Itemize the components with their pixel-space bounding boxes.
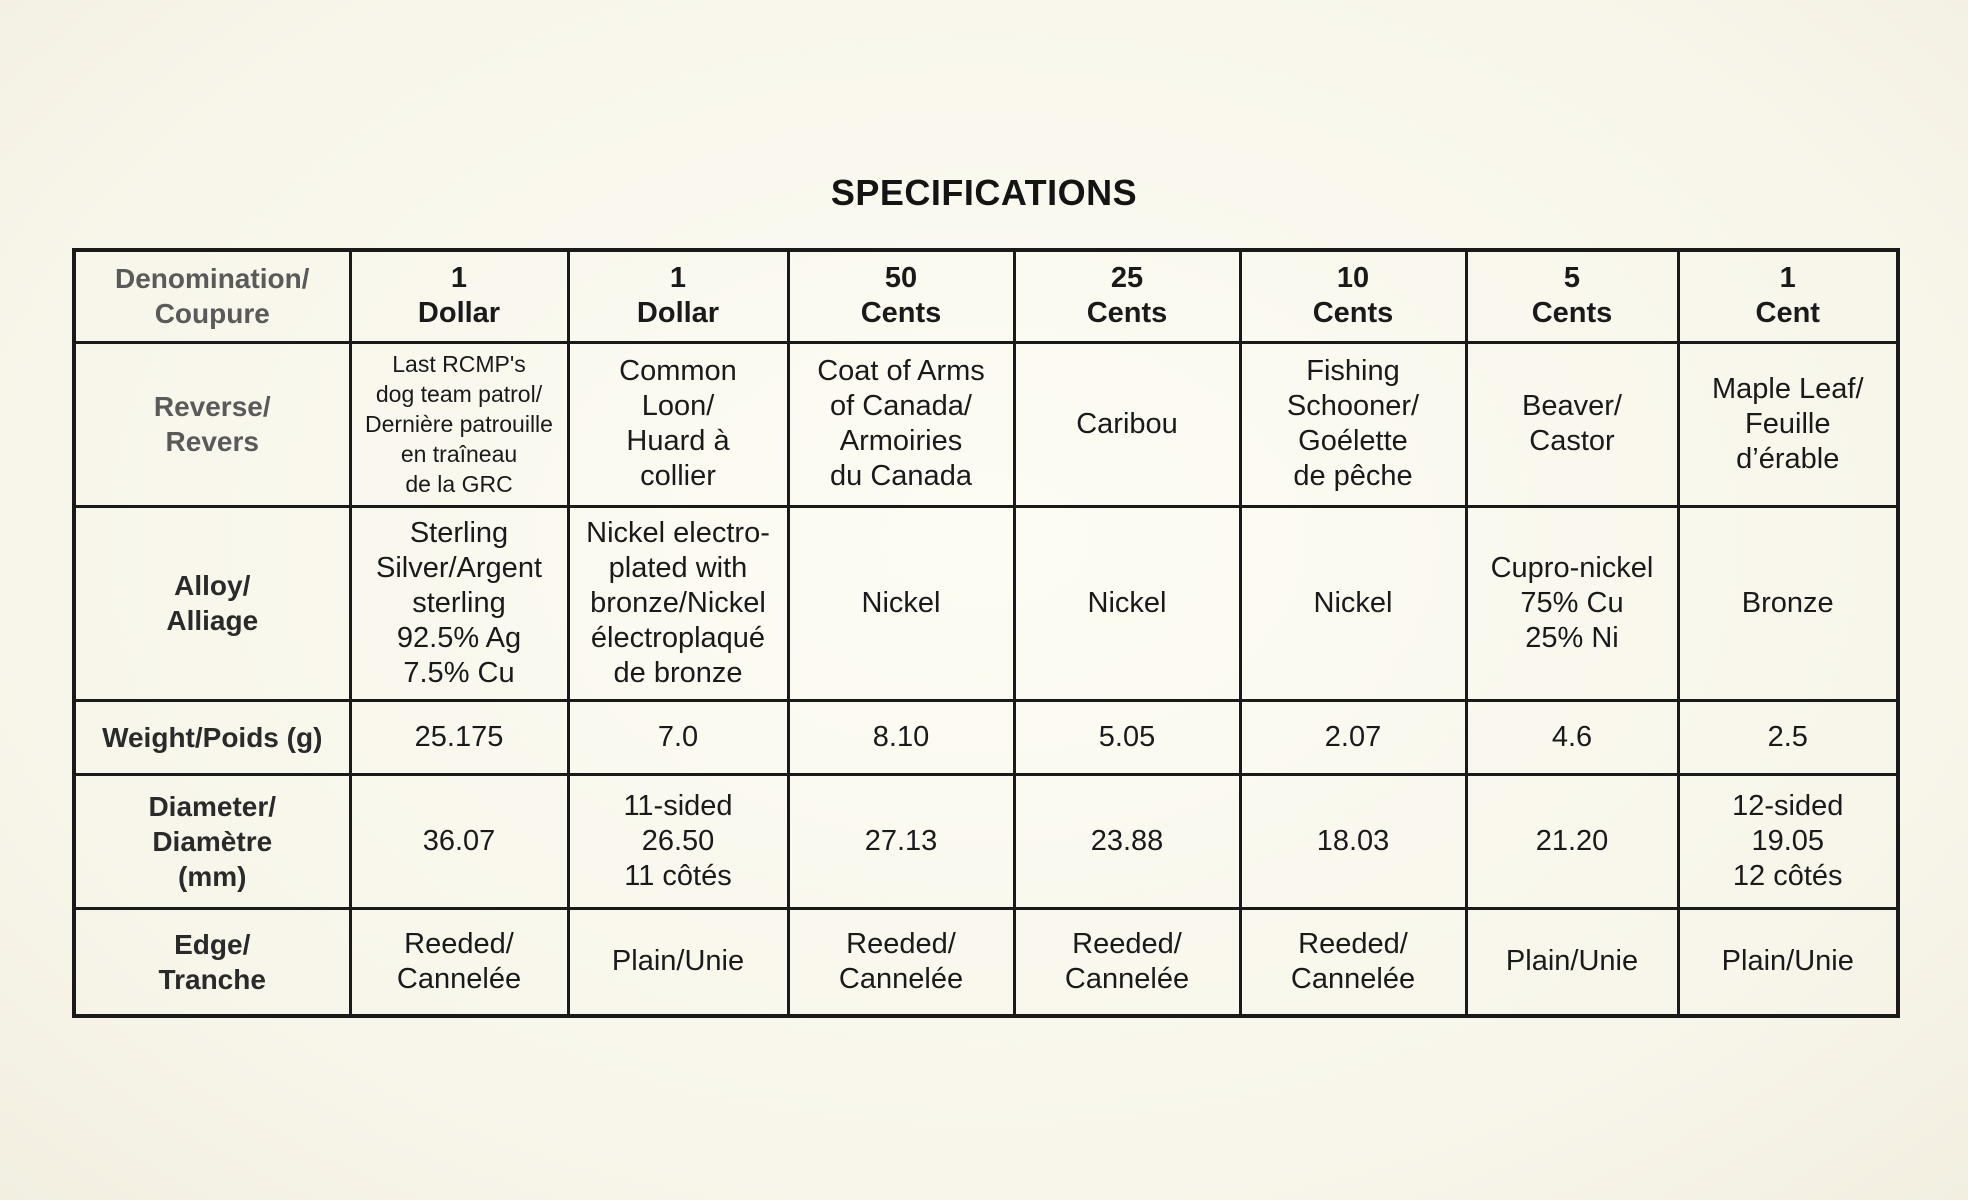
reverse-cell: Caribou bbox=[1014, 342, 1240, 506]
row-header-edge: Edge/ Tranche bbox=[74, 908, 350, 1016]
edge-cell: Reeded/ Cannelée bbox=[1240, 908, 1466, 1016]
diameter-cell: 27.13 bbox=[788, 774, 1014, 908]
row-header-diameter: Diameter/ Diamètre (mm) bbox=[74, 774, 350, 908]
denomination-cell: 5 Cents bbox=[1466, 250, 1678, 342]
edge-cell: Plain/Unie bbox=[568, 908, 788, 1016]
denomination-cell: 50 Cents bbox=[788, 250, 1014, 342]
edge-cell: Plain/Unie bbox=[1466, 908, 1678, 1016]
denomination-cell: 1 Dollar bbox=[350, 250, 568, 342]
diameter-cell: 12-sided 19.05 12 côtés bbox=[1678, 774, 1898, 908]
alloy-cell: Nickel bbox=[1014, 506, 1240, 700]
denomination-cell: 10 Cents bbox=[1240, 250, 1466, 342]
row-header-denomination: Denomination/ Coupure bbox=[74, 250, 350, 342]
reverse-cell: Beaver/ Castor bbox=[1466, 342, 1678, 506]
weight-cell: 8.10 bbox=[788, 700, 1014, 774]
edge-cell: Plain/Unie bbox=[1678, 908, 1898, 1016]
reverse-cell: Maple Leaf/ Feuille d’érable bbox=[1678, 342, 1898, 506]
reverse-cell: Fishing Schooner/ Goélette de pêche bbox=[1240, 342, 1466, 506]
edge-row bbox=[74, 908, 1898, 1016]
alloy-cell: Sterling Silver/Argent sterling 92.5% Ag 7.5% Cu bbox=[350, 506, 568, 700]
reverse-row bbox=[74, 342, 1898, 506]
denomination-cell: 1 Dollar bbox=[568, 250, 788, 342]
diameter-cell: 23.88 bbox=[1014, 774, 1240, 908]
row-header-reverse: Reverse/ Revers bbox=[74, 342, 350, 506]
edge-cell: Reeded/ Cannelée bbox=[788, 908, 1014, 1016]
weight-cell: 7.0 bbox=[568, 700, 788, 774]
denomination-cell: 25 Cents bbox=[1014, 250, 1240, 342]
denomination-cell: 1 Cent bbox=[1678, 250, 1898, 342]
weight-cell: 25.175 bbox=[350, 700, 568, 774]
weight-cell: 4.6 bbox=[1466, 700, 1678, 774]
diameter-cell: 36.07 bbox=[350, 774, 568, 908]
diameter-cell: 21.20 bbox=[1466, 774, 1678, 908]
denomination-row bbox=[74, 250, 1898, 342]
diameter-cell: 11-sided 26.50 11 côtés bbox=[568, 774, 788, 908]
alloy-cell: Bronze bbox=[1678, 506, 1898, 700]
weight-cell: 2.07 bbox=[1240, 700, 1466, 774]
alloy-cell: Nickel bbox=[1240, 506, 1466, 700]
weight-row bbox=[74, 700, 1898, 774]
alloy-cell: Cupro-nickel 75% Cu 25% Ni bbox=[1466, 506, 1678, 700]
alloy-row bbox=[74, 506, 1898, 700]
row-header-alloy: Alloy/ Alliage bbox=[74, 506, 350, 700]
page-title: SPECIFICATIONS bbox=[830, 172, 1138, 213]
reverse-cell: Last RCMP's dog team patrol/ Dernière patrouille en traîneau de la GRC bbox=[350, 342, 568, 506]
alloy-cell: Nickel bbox=[788, 506, 1014, 700]
row-header-weight: Weight/Poids (g) bbox=[74, 700, 350, 774]
weight-cell: 5.05 bbox=[1014, 700, 1240, 774]
edge-cell: Reeded/ Cannelée bbox=[1014, 908, 1240, 1016]
reverse-cell: Coat of Arms of Canada/ Armoiries du Canada bbox=[788, 342, 1014, 506]
weight-cell: 2.5 bbox=[1678, 700, 1898, 774]
edge-cell: Reeded/ Cannelée bbox=[350, 908, 568, 1016]
specifications-table bbox=[72, 248, 1900, 1018]
diameter-row bbox=[74, 774, 1898, 908]
reverse-cell: Common Loon/ Huard à collier bbox=[568, 342, 788, 506]
diameter-cell: 18.03 bbox=[1240, 774, 1466, 908]
alloy-cell: Nickel electro- plated with bronze/Nickel électroplaqué de bronze bbox=[568, 506, 788, 700]
